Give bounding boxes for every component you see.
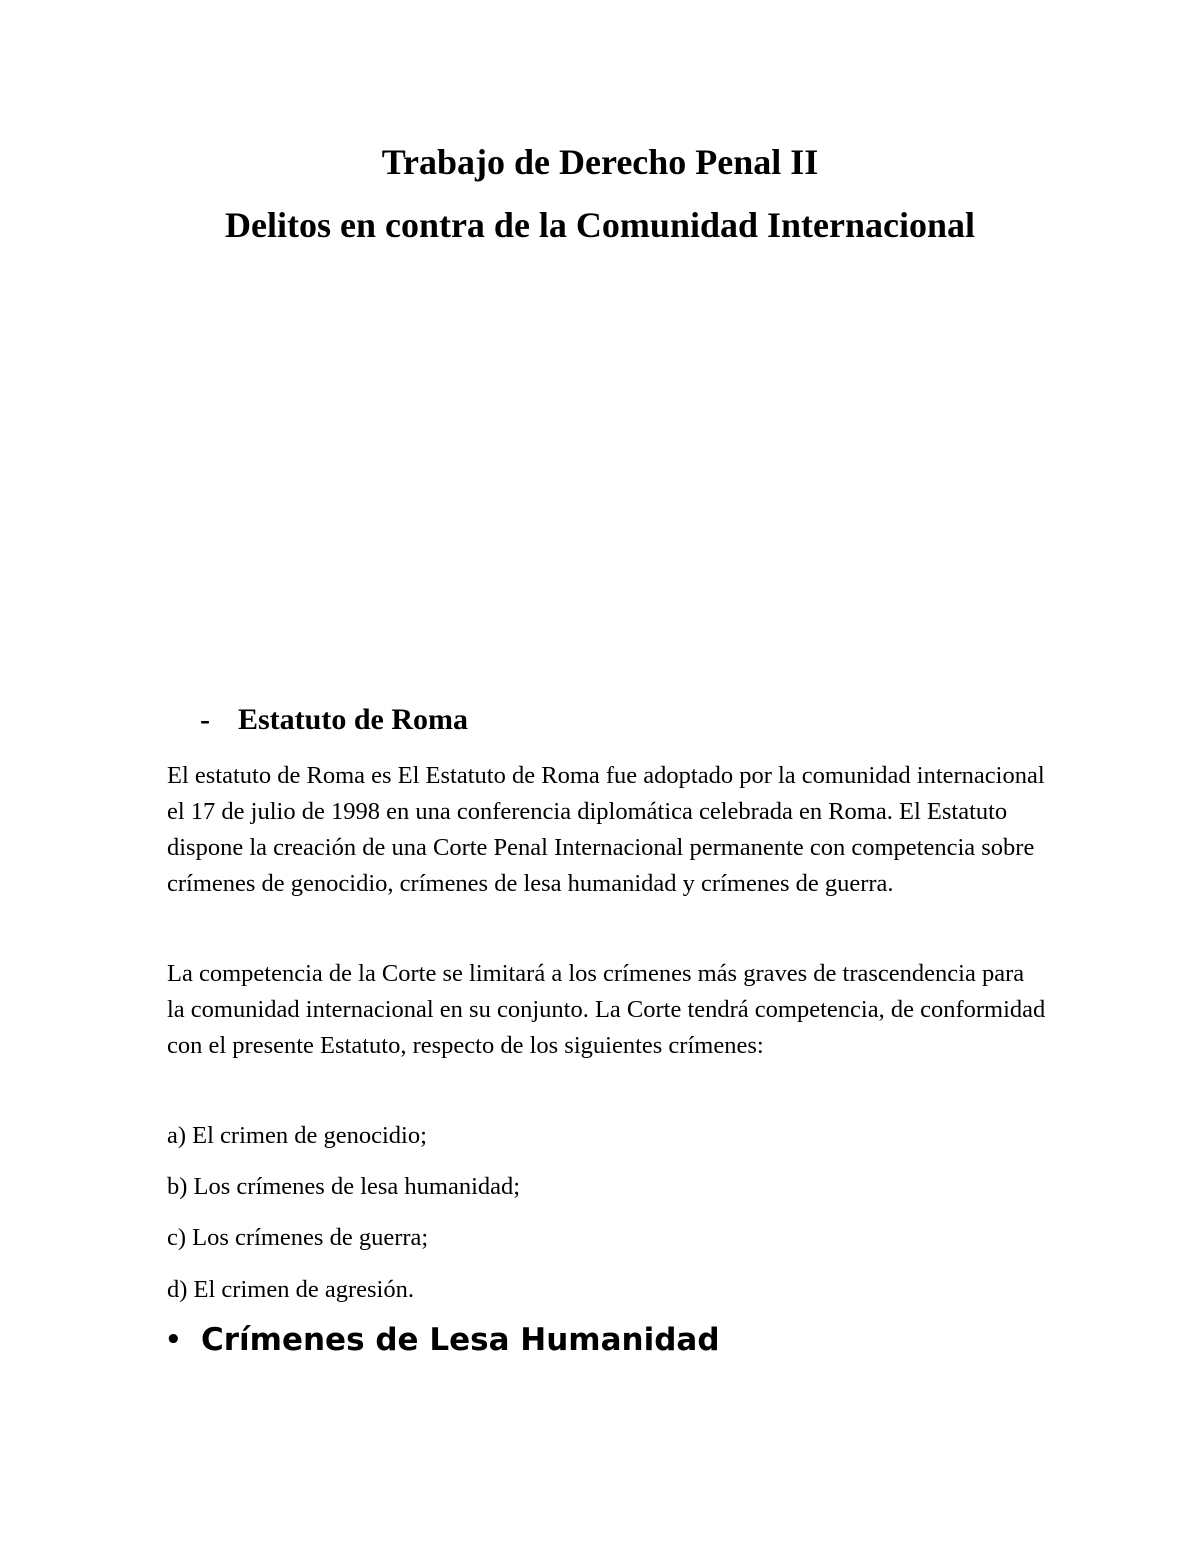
list-item: a) El crimen de genocidio;: [167, 1122, 427, 1149]
paragraph-estatuto-intro: El estatuto de Roma es El Estatuto de Roma fue adoptado por la comunidad internacional el 17 de julio de 1998 en una conferencia diplomática celebrada en Roma. El Estatuto dispone la creación de una Corte Penal Internacional permanente con competencia sobre crímenes de genocidio, crímenes de lesa humanidad y crímenes de guerra.: [167, 762, 1045, 897]
document-title: Trabajo de Derecho Penal II: [381, 142, 819, 182]
section-heading-text: Crímenes de Lesa Humanidad: [201, 1322, 720, 1358]
bullet-icon: •: [165, 1325, 182, 1355]
list-item: b) Los crímenes de lesa humanidad;: [167, 1173, 521, 1200]
paragraph-competencia: La competencia de la Corte se limitará a los crímenes más graves de trascendencia para la comunidad internacional en su conjunto. La Corte tendrá competencia, de conformidad con el presente Estatuto, respecto de los siguientes crímenes:: [167, 960, 1046, 1059]
section-heading-estatuto-de-roma: [200, 700, 468, 740]
document-subtitle: Delitos en contra de la Comunidad Internacional: [224, 205, 976, 245]
dash-marker: -: [200, 703, 210, 736]
section-heading-lesa-humanidad: [165, 1318, 720, 1362]
section-heading-text: Estatuto de Roma: [238, 703, 468, 736]
list-item: c) Los crímenes de guerra;: [167, 1224, 429, 1251]
list-item: d) El crimen de agresión.: [167, 1276, 414, 1303]
